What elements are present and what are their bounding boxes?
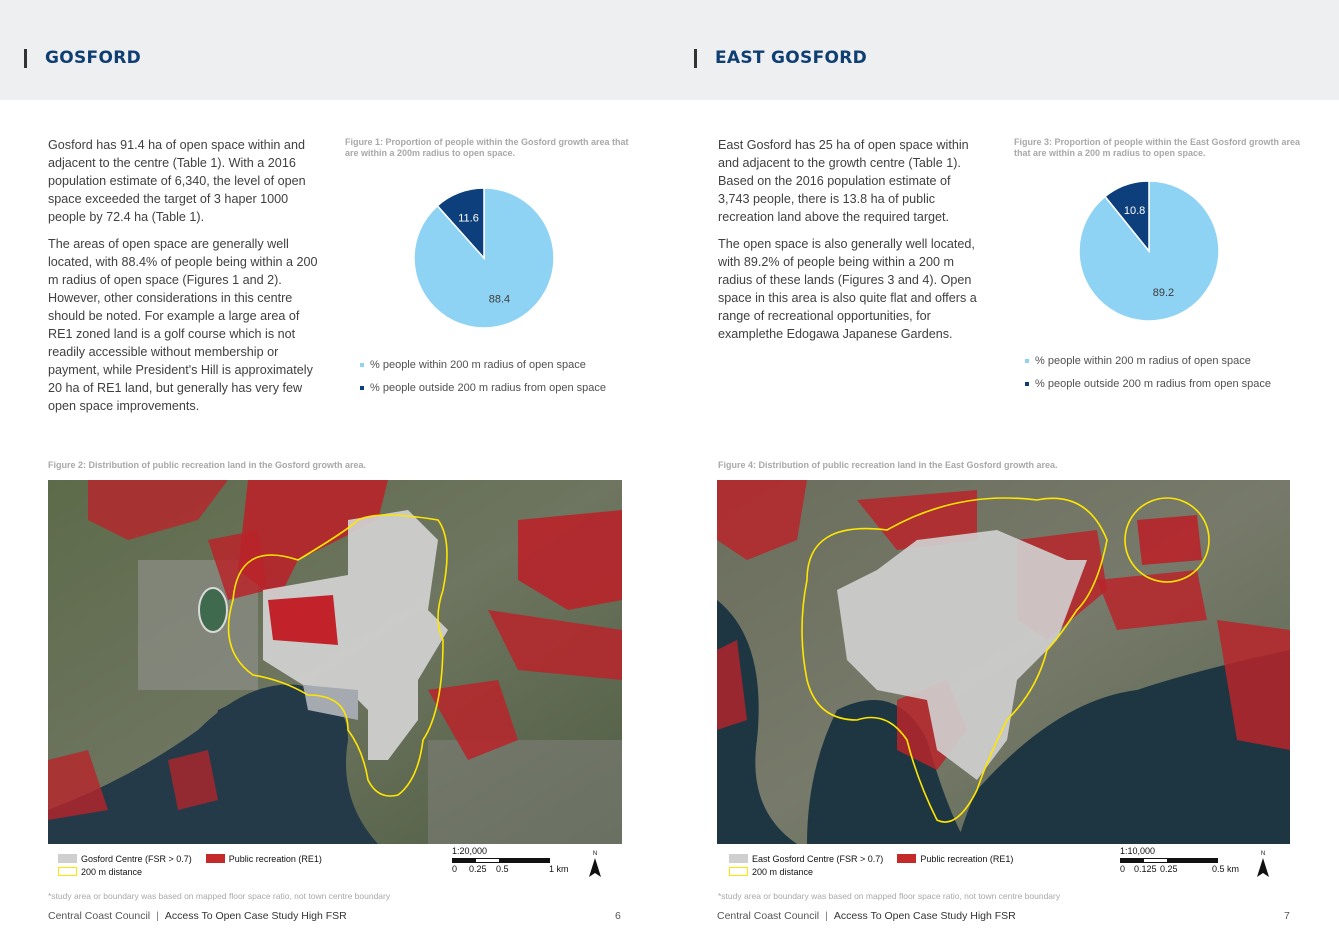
north-arrow-icon <box>1256 848 1270 878</box>
scale-tick: 0.25 <box>469 864 487 874</box>
pie-data-label: 10.8 <box>1123 205 1146 218</box>
footer-doc-title: Access To Open Case Study High FSR <box>833 910 1016 922</box>
map-recreation <box>1137 515 1202 565</box>
legend-swatch-light <box>360 363 364 367</box>
map-recreation <box>268 595 338 645</box>
map-oval <box>199 588 227 632</box>
scale-tick: 0 <box>1120 864 1126 874</box>
map-legend-row <box>729 865 1013 878</box>
pie-data-label: 88.4 <box>488 293 511 306</box>
footer-separator: | <box>156 910 159 922</box>
legend-item-outside <box>360 381 606 395</box>
scale-ratio: 1:10,000 <box>1120 846 1156 856</box>
map-legend-row <box>58 852 322 865</box>
paragraph: Gosford has 91.4 ha of open space within and adjacent to the centre (Table 1). With a 2016 population estimate of 6,340, the level of open space exceeded the target of 3 haper 1000 people by 72.4 ha (Table 1). <box>48 138 306 224</box>
map-legend-row <box>58 865 322 878</box>
footer-separator: | <box>825 910 828 922</box>
legend-label: % people within 200 m radius of open space <box>370 359 586 371</box>
footer-org: Central Coast Council <box>717 910 820 922</box>
paragraph: The open space is also generally well located, with 89.2% of people being within a 200 m radius of these lands (Figures 3 and 4). Open space in this area is also quite flat and offers a range of recreational opportunities, for examplethe Edogawa Japanese Gardens. <box>718 237 977 341</box>
page-title: GOSFORD <box>45 48 142 68</box>
pie-chart-gosford <box>413 187 555 329</box>
left-body-text <box>48 136 324 424</box>
scale-tick: 0.5 km <box>1212 864 1240 874</box>
footer-org: Central Coast Council <box>48 910 151 922</box>
right-body-text <box>718 136 978 352</box>
scale-tick: 0.25 <box>1160 864 1178 874</box>
scale-tick: 0.125 <box>1134 864 1157 874</box>
map-legend-east-gosford <box>729 852 1013 878</box>
scale-bar-graphic <box>1120 858 1218 863</box>
legend-label: % people outside 200 m radius from open space <box>1035 378 1272 390</box>
left-section-title <box>24 46 141 70</box>
legend-swatch-light <box>1025 359 1029 363</box>
scale-tick: 0.5 <box>496 864 509 874</box>
scale-tick: 0 <box>452 864 458 874</box>
scale-bar-east-gosford <box>1120 846 1242 875</box>
footer-doc-title: Access To Open Case Study High FSR <box>164 910 347 922</box>
north-arrow-icon <box>588 848 602 878</box>
legend-swatch-distance <box>729 867 748 876</box>
legend-swatch-centre <box>729 854 748 863</box>
title-bar <box>24 49 27 68</box>
legend-label: Public recreation (RE1) <box>228 853 322 864</box>
right-section-title <box>694 46 867 70</box>
legend-swatch-distance <box>58 867 77 876</box>
scale-bar-graphic <box>452 858 550 863</box>
map-legend-gosford <box>58 852 322 878</box>
fig2-caption: Figure 2: Distribution of public recreation land in the Gosford growth area. <box>48 460 367 470</box>
footer <box>717 910 1016 922</box>
fig1-legend <box>360 358 606 404</box>
legend-label: 200 m distance <box>81 866 143 877</box>
header-band <box>0 0 1339 100</box>
map-east-gosford <box>717 480 1290 844</box>
paragraph: The areas of open space are generally well located, with 88.4% of people being within a 200 m radius of open space (Figures 1 and 2). However, other considerations in this centre should be noted. For example a large area of RE1 zoned land is a golf course which is not readily accessible without membership or payment, while President's Hill is approximately 20 ha of RE1 land, but generally has very few open space improvements. <box>48 237 318 413</box>
north-label: N <box>592 851 598 857</box>
map-legend-row <box>729 852 1013 865</box>
legend-label: 200 m distance <box>752 866 814 877</box>
fig1-caption: Figure 1: Proportion of people within the Gosford growth area that are within a 200m radius to open space. <box>345 137 629 158</box>
scale-ratio: 1:20,000 <box>452 846 488 856</box>
fig3-legend <box>1025 354 1271 400</box>
legend-swatch-dark <box>360 386 364 390</box>
legend-label: Public recreation (RE1) <box>920 853 1014 864</box>
map-gosford <box>48 480 622 844</box>
page-title: EAST GOSFORD <box>715 48 868 68</box>
pie-chart-east-gosford <box>1078 180 1220 322</box>
legend-swatch-centre <box>58 854 77 863</box>
north-label: N <box>1260 851 1266 857</box>
footnote: *study area or boundary was based on mapped floor space ratio, not town centre boundary <box>718 891 1061 901</box>
footer <box>48 910 347 922</box>
scale-tick: 1 km <box>549 864 569 874</box>
footnote: *study area or boundary was based on mapped floor space ratio, not town centre boundary <box>48 891 391 901</box>
legend-label: Gosford Centre (FSR > 0.7) <box>81 853 192 864</box>
pie-data-label: 11.6 <box>458 212 479 225</box>
scale-bar-gosford <box>452 846 570 875</box>
legend-label: % people within 200 m radius of open space <box>1035 355 1251 367</box>
legend-label: East Gosford Centre (FSR > 0.7) <box>752 853 884 864</box>
page-number: 7 <box>1284 910 1290 922</box>
pie-data-label: 89.2 <box>1152 286 1175 299</box>
legend-item-within <box>360 358 606 372</box>
legend-swatch-dark <box>1025 382 1029 386</box>
legend-item-within <box>1025 354 1271 368</box>
fig3-caption: Figure 3: Proportion of people within the East Gosford growth area that are within a 200 m radius to open space. <box>1014 137 1301 158</box>
legend-item-outside <box>1025 377 1271 391</box>
legend-label: % people outside 200 m radius from open space <box>370 382 607 394</box>
title-bar <box>694 49 697 68</box>
page-number: 6 <box>615 910 621 922</box>
fig4-caption: Figure 4: Distribution of public recreation land in the East Gosford growth area. <box>718 460 1058 470</box>
paragraph: East Gosford has 25 ha of open space within and adjacent to the growth centre (Table 1). Based on the 2016 population estimate of 3,743 people, there is 13.8 ha of public recreation land above the required target. <box>718 138 969 224</box>
legend-swatch-recreation <box>897 854 916 863</box>
map-urban <box>428 740 622 844</box>
legend-swatch-recreation <box>206 854 225 863</box>
